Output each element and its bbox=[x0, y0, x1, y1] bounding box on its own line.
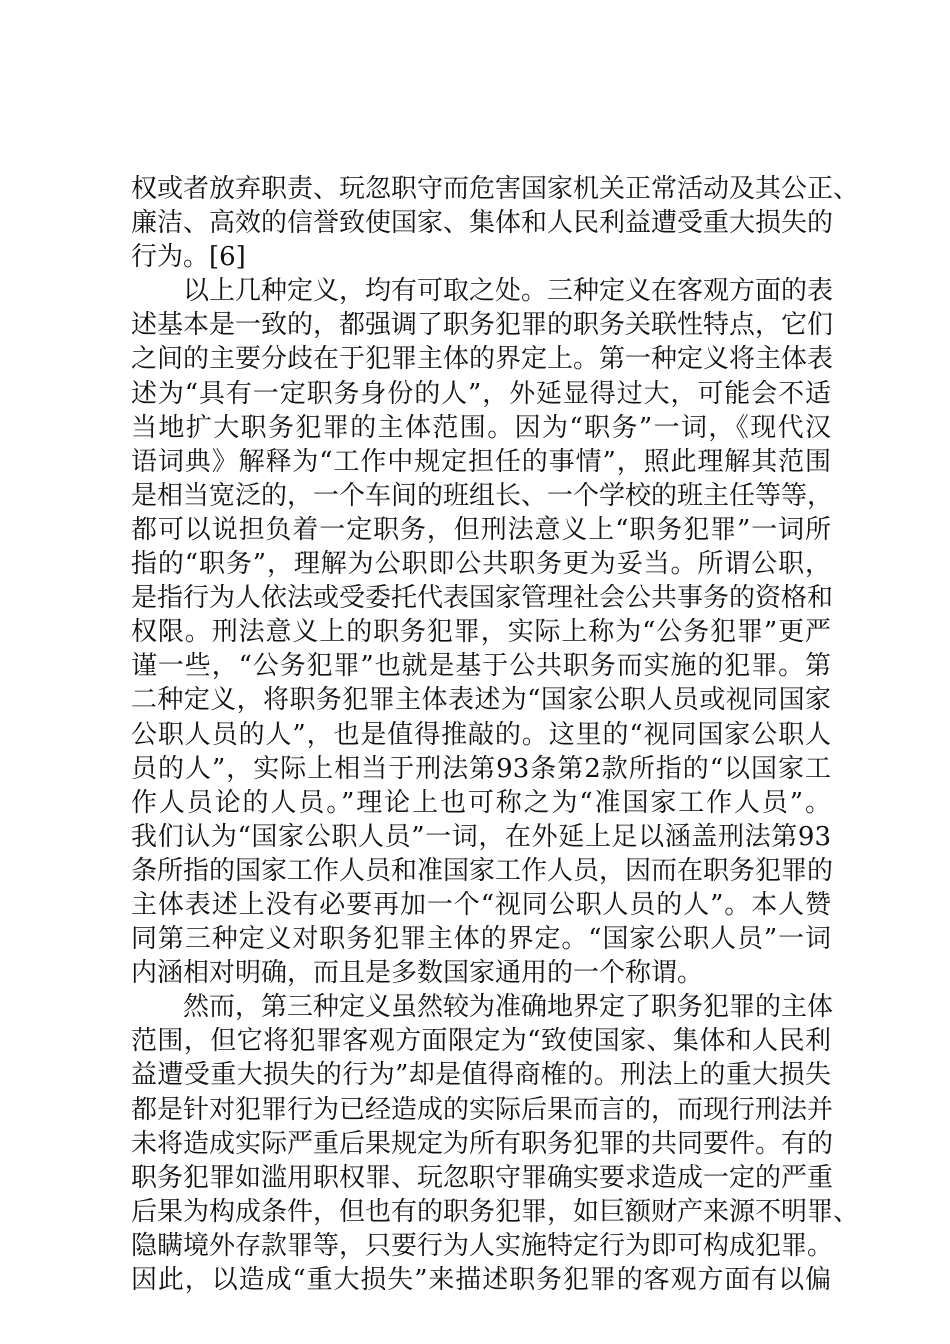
text-line: 二种定义，将职务犯罪主体表述为“国家公职人员或视同国家 bbox=[131, 685, 831, 716]
text-line: 职务犯罪如滥用职权罪、玩忽职守罪确实要求造成一定的严重 bbox=[131, 1162, 834, 1193]
text-line: 我们认为“国家公职人员”一词，在外延上足以涵盖刑法第93 bbox=[131, 821, 831, 852]
text-line: 范围，但它将犯罪客观方面限定为“致使国家、集体和人民利 bbox=[131, 1026, 831, 1057]
text-line: 同第三种定义对职务犯罪主体的界定。“国家公职人员”一词 bbox=[131, 924, 831, 955]
text-line: 益遭受重大损失的行为”却是值得商榷的。刑法上的重大损失 bbox=[131, 1060, 831, 1091]
text-line: 之间的主要分歧在于犯罪主体的界定上。第一种定义将主体表 bbox=[131, 344, 834, 375]
text-line: 因此，以造成“重大损失”来描述职务犯罪的客观方面有以偏 bbox=[131, 1265, 831, 1295]
text-line: 主体表述上没有必要再加一个“视同公职人员的人”。本人赞 bbox=[131, 889, 831, 920]
text-line: 是指行为人依法或受委托代表国家管理社会公共事务的资格和 bbox=[131, 583, 834, 614]
text-line: 作人员论的人员。”理论上也可称之为“准国家工作人员”。 bbox=[131, 787, 831, 818]
text-line: 以上几种定义，均有可取之处。三种定义在客观方面的表 bbox=[131, 276, 834, 307]
text-line: 隐瞒境外存款罪等，只要行为人实施特定行为即可构成犯罪。 bbox=[131, 1230, 834, 1261]
text-line: 行为。[6] bbox=[131, 242, 246, 273]
text-line: 指的“职务”，理解为公职即公共职务更为妥当。所谓公职， bbox=[131, 549, 831, 580]
text-line: 谨一些，“公务犯罪”也就是基于公共职务而实施的犯罪。第 bbox=[131, 651, 831, 682]
body-text bbox=[131, 172, 860, 1297]
text-line: 然而，第三种定义虽然较为准确地界定了职务犯罪的主体 bbox=[131, 992, 834, 1023]
text-line: 都可以说担负着一定职务，但刑法意义上“职务犯罪”一词所 bbox=[131, 514, 831, 545]
text-line: 员的人”，实际上相当于刑法第93条第2款所指的“以国家工 bbox=[131, 753, 831, 784]
text-line: 权或者放弃职责、玩忽职守而危害国家机关正常活动及其公正、 bbox=[131, 174, 860, 204]
text-line: 权限。刑法意义上的职务犯罪，实际上称为“公务犯罪”更严 bbox=[131, 617, 831, 648]
text-line: 廉洁、高效的信誉致使国家、集体和人民利益遭受重大损失的 bbox=[131, 208, 834, 239]
text-line: 未将造成实际严重后果规定为所有职务犯罪的共同要件。有的 bbox=[131, 1128, 834, 1159]
text-line: 是相当宽泛的，一个车间的班组长、一个学校的班主任等等， bbox=[131, 480, 834, 511]
text-line: 条所指的国家工作人员和准国家工作人员，因而在职务犯罪的 bbox=[131, 855, 834, 886]
text-line: 都是针对犯罪行为已经造成的实际后果而言的，而现行刑法并 bbox=[131, 1094, 834, 1125]
text-line: 后果为构成条件，但也有的职务犯罪，如巨额财产来源不明罪、 bbox=[131, 1196, 860, 1227]
text-line: 述基本是一致的，都强调了职务犯罪的职务关联性特点，它们 bbox=[131, 310, 834, 341]
text-line: 语词典》解释为“工作中规定担任的事情”，照此理解其范围 bbox=[131, 446, 831, 477]
text-line: 内涵相对明确，而且是多数国家通用的一个称谓。 bbox=[131, 958, 704, 989]
text-line: 公职人员的人”，也是值得推敲的。这里的“视同国家公职人 bbox=[131, 719, 831, 750]
text-line: 当地扩大职务犯罪的主体范围。因为“职务”一词，《现代汉 bbox=[131, 412, 831, 443]
text-line: 述为“具有一定职务身份的人”，外延显得过大，可能会不适 bbox=[131, 378, 831, 409]
